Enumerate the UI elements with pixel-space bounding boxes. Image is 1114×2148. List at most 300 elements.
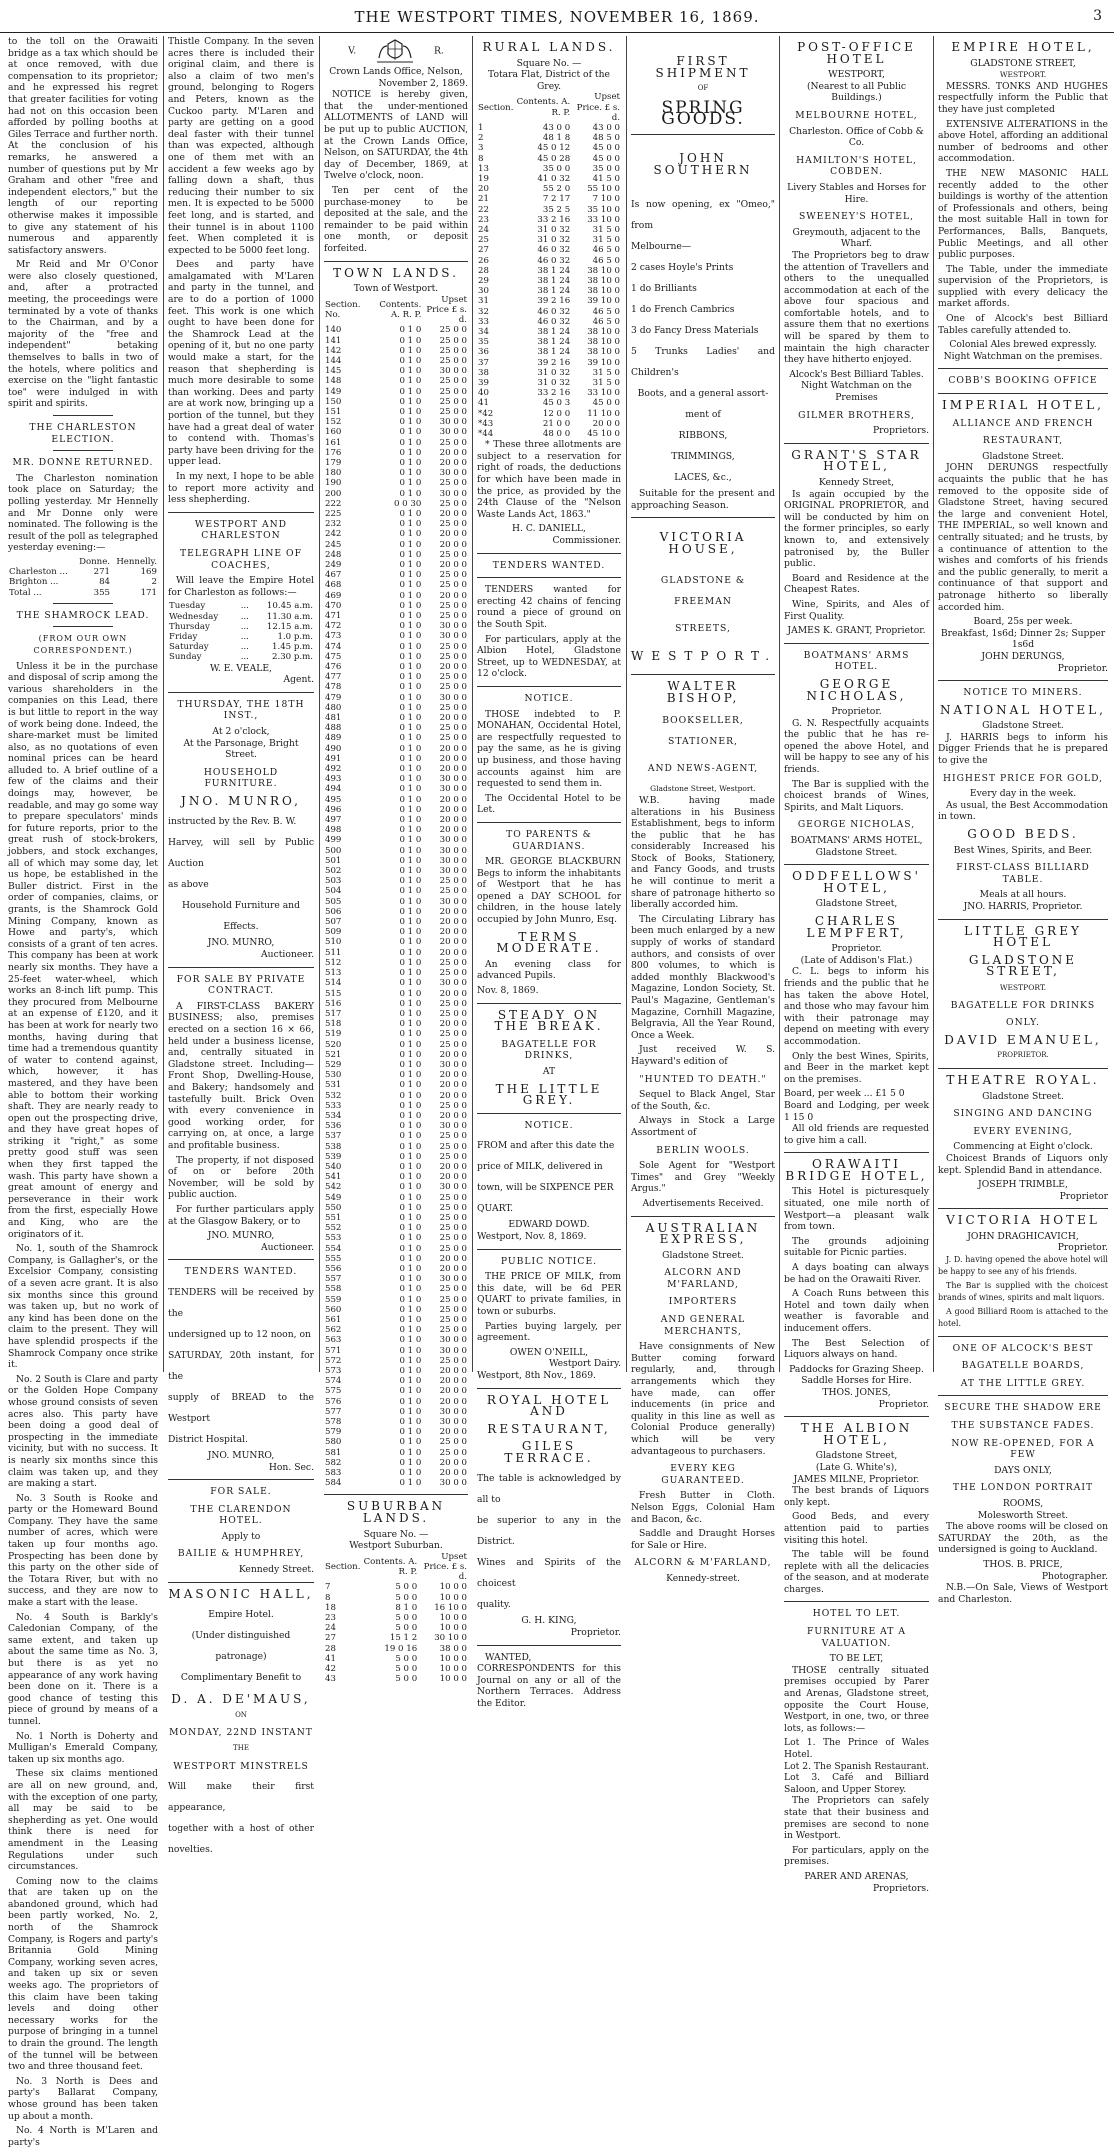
table-cell: 15 1 2 — [389, 1633, 418, 1644]
table-cell: 574 — [325, 1376, 342, 1387]
table-cell: 27 — [478, 245, 489, 256]
ad-headline: NATIONAL HOTEL, — [940, 702, 1106, 717]
table-row — [324, 1172, 468, 1182]
table-cell: 46 0 32 — [537, 316, 571, 327]
table-cell: 0 1 0 — [399, 702, 422, 713]
table-cell: 20 0 0 — [439, 988, 467, 999]
ad-headline: THE ALBION HOTEL, — [800, 1421, 913, 1447]
table-cell: 25 0 0 — [439, 1029, 467, 1040]
table-cell: 1 — [478, 122, 484, 133]
table-row — [324, 560, 468, 570]
suburban-lands-table — [324, 1552, 468, 1685]
table-cell: 0 1 0 — [399, 1100, 422, 1111]
table-cell: 552 — [325, 1223, 342, 1234]
ad-headline: SWEENEY'S HOTEL, — [798, 211, 915, 223]
table-row — [324, 1468, 468, 1478]
table-cell: 142 — [325, 345, 342, 356]
table-cell: 0 1 0 — [399, 549, 422, 560]
table-cell: 39 2 16 — [537, 296, 571, 307]
table-cell: 0 1 0 — [399, 825, 422, 836]
table-cell: 0 1 0 — [399, 794, 422, 805]
table-row — [324, 1346, 468, 1356]
table-row — [324, 713, 468, 723]
table-row — [324, 784, 468, 794]
table-cell: *42 — [478, 408, 494, 419]
table-cell: 35 0 0 — [592, 163, 620, 174]
table-cell: 30 0 0 — [439, 1406, 467, 1417]
divider — [938, 1395, 1108, 1396]
table-cell: 23 — [478, 214, 489, 225]
table-cell: 534 — [325, 1110, 342, 1121]
table-cell: 540 — [325, 1161, 342, 1172]
ad-text: Proprietor. — [831, 943, 882, 955]
ad-text: The Proprietors can safely state that their business and premises are second to none in Westport. — [784, 1795, 929, 1842]
poll-results-table — [8, 557, 158, 598]
table-cell: 20 0 0 — [439, 906, 467, 917]
column-rule — [779, 36, 780, 1372]
table-cell: 20 0 0 — [439, 1376, 467, 1387]
table-cell: 0 1 0 — [399, 815, 422, 826]
ad-text: The Best Selection of Liquors always on hand. — [784, 1337, 929, 1361]
column-rule — [626, 36, 627, 1372]
table-cell: 25 0 0 — [439, 702, 467, 713]
table-cell: 20 0 0 — [592, 418, 620, 429]
ad-text: One of Alcock's best Billiard Tables carefully attended to. — [938, 313, 1108, 336]
ad-text: SATURDAY, 20th instant, for the — [168, 1349, 314, 1382]
ad-text: Good Beds, and every attention paid to parties visiting this hotel. — [784, 1511, 929, 1546]
table-row — [324, 346, 468, 356]
ad-text: Sequel to Black Angel, Star of the South, &c. — [631, 1089, 775, 1112]
table-row — [477, 123, 621, 133]
table-cell: 553 — [325, 1233, 342, 1244]
ad-text: This Hotel is picturesquely situated, one mile north of Westport—a pleasant walk from town. — [784, 1186, 929, 1233]
table-cell: 0 1 0 — [399, 692, 422, 703]
ad-headline: "HUNTED TO DEATH." — [639, 1073, 767, 1085]
divider — [784, 643, 929, 644]
ad-text: A FIRST-CLASS BAKERY BUSINESS; also, premises erected on a section 16 × 66, held under a business license, and, centrally situated in Gladstone street. Including—Front Shop, Dwelling-House, and Bakery; handsomely and tastefully built. Brick Oven with every convenience in good working order, for carrying on, at once, a large and profitable business. — [168, 1000, 314, 1151]
table-cell: 5 0 0 — [395, 1592, 418, 1603]
article-text: Unless it be in the purchase and disposal of scrip among the various shareholders in the companies on this Lead, there is but little to report in the way of work being done. Indeed, the share-market must be limited also, as no quotations of even nominal prices can be heard alluded to. A brief outline of a few of the claims and their doings may, however, be readable, and may go some way to prepare speculators' minds for future reports, prior to the great rush of stock-brokers, jobbers, and stock exchanges, all of which may some day, let us hope, be established in the Buller district. First in the order of companies, claims, or grants, is the Shamrock Gold Mining Company, known as Howe and party's, which consists of a grant of ten acres. This company has been at work nearly six months. They have a 25-feet water-wheel, which works an 8-inch lift pump. This they procured from Melbourne at an expense of £120, and it has been at work for nearly two months, having during that time had a tremendous quantity of water to contend against, which, however, it has mastered, and they have been able to bottom their working shaft. They are nearly ready to open out the prospecting drive, and they have great hopes of striking it "right," as some pretty good stuff was seen when they first tapped the wash. This party have shown a great amount of energy and perseverance in their work from the first, especially Howe and King, who are the originators of it. — [8, 660, 158, 1240]
table-cell: 24 — [478, 225, 489, 236]
divider — [938, 919, 1108, 920]
table-cell: 0 1 0 — [399, 631, 422, 642]
ad-text: THOSE indebted to P. MONAHAN, Occidental Hotel, are respectfully requested to pay the same, as he is giving up business, and those having accounts against him are requested to send them in. — [477, 708, 621, 790]
table-cell: 31 5 0 — [592, 225, 620, 236]
table-cell: 21 — [478, 194, 489, 205]
table-cell: 200 — [325, 488, 342, 499]
table-row — [324, 1654, 468, 1664]
ad-text: Charleston. Office of Cobb & Co. — [789, 125, 924, 149]
ad-text: 1 do Brilliants — [631, 283, 697, 295]
table-cell: 0 1 0 — [399, 1141, 422, 1152]
table-cell: 30 0 0 — [439, 1121, 467, 1132]
table-cell: 22 — [478, 204, 489, 215]
table-cell: 38 10 0 — [587, 337, 620, 348]
table-row — [324, 550, 468, 560]
table-row — [477, 143, 621, 153]
table-row — [477, 133, 621, 143]
table-cell: 13 — [478, 163, 489, 174]
ad-text: Advertisements Received. — [642, 1197, 764, 1209]
ad-text: Choicest Brands of Liquors only kept. Splendid Band in attendance. — [938, 1152, 1108, 1176]
table-cell: 537 — [325, 1131, 342, 1142]
table-cell: 46 5 0 — [592, 255, 620, 266]
ad-signature-title: Proprietor. — [1057, 662, 1108, 674]
ad-text: AT — [542, 1066, 556, 1077]
table-row — [324, 795, 468, 805]
ad-headline: FIRST-CLASS BILLIARD TABLE. — [956, 862, 1090, 885]
column-1 — [8, 36, 158, 2148]
table-header: Donne. Hennelly. — [79, 556, 157, 567]
table-cell: 45 0 3 — [542, 398, 571, 409]
table-cell: 161 — [325, 437, 342, 448]
ad-name: GEORGE NICHOLAS, — [806, 676, 907, 703]
table-cell: 41 — [478, 398, 489, 409]
table-row — [324, 744, 468, 754]
table-cell: 25 0 0 — [439, 1294, 467, 1305]
ad-text: GLADSTONE STREET, — [970, 57, 1076, 69]
ad-headline: WESTPORT AND CHARLESTON — [194, 518, 288, 542]
table-cell: 0 1 0 — [399, 1182, 422, 1193]
ad-text: Harvey, will sell by Public Auction — [168, 837, 314, 870]
table-cell: 474 — [325, 641, 342, 652]
table-cell: 46 0 32 — [537, 306, 571, 317]
table-cell: 0 1 0 — [399, 1274, 422, 1285]
table-cell: 25 0 0 — [439, 1284, 467, 1295]
divider — [477, 1113, 621, 1114]
table-cell: 572 — [325, 1355, 342, 1366]
ad-signature: THOS. JONES, — [822, 1386, 891, 1398]
table-cell: 5 0 0 — [395, 1674, 418, 1685]
table-cell: 25 0 0 — [439, 1141, 467, 1152]
table-row — [324, 917, 468, 927]
ad-text: Gladstone Street. — [982, 450, 1064, 462]
table-row — [477, 184, 621, 194]
ad-headline: LITTLE GREY HOTEL — [964, 923, 1082, 950]
table-cell: 20 0 0 — [439, 825, 467, 836]
ad-text: quality. — [477, 1599, 511, 1611]
table-row — [477, 266, 621, 276]
table-cell: 25 0 0 — [439, 498, 467, 509]
divider — [784, 1601, 929, 1602]
table-cell: 512 — [325, 957, 342, 968]
table-cell: 45 0 0 — [592, 143, 620, 154]
table-cell: 20 0 0 — [439, 937, 467, 948]
table-row — [324, 1593, 468, 1603]
ad-text: The Bar is supplied with the choicest brands of Wines, Spirits, and Malt Liquors. — [784, 778, 929, 813]
table-cell: 20 0 0 — [439, 559, 467, 570]
ad-text: THE — [233, 1744, 249, 1753]
table-title: SUBURBAN LANDS. — [346, 1499, 446, 1526]
ad-headline: POST-OFFICE HOTEL — [797, 40, 916, 66]
table-cell: 555 — [325, 1253, 342, 1264]
table-cell: 25 — [478, 235, 489, 246]
ad-text: TENDERS will be received by the — [168, 1286, 314, 1319]
table-cell: 43 0 0 — [592, 122, 620, 133]
ad-text: Boots, and a general assort- — [637, 388, 769, 400]
table-row: Thursday ... 12.15 a.m. — [169, 621, 313, 632]
table-cell: 10 0 0 — [439, 1613, 467, 1624]
column-4 — [477, 36, 621, 1710]
ad-signature: JOSEPH TRIMBLE, — [978, 1179, 1068, 1191]
table-cell: 20 0 0 — [439, 457, 467, 468]
table-cell: 576 — [325, 1396, 342, 1407]
table-cell: 25 0 0 — [439, 723, 467, 734]
article-text: Mr Reid and Mr O'Conor were also closely questioned, and, after a protracted meeting, the proceedings were terminated by a vote of thanks to the Chairman, and by a majority of the "free and independent" betaking themselves to balls in two of the hotels, where politics and exercise on the "light fantastic toe" were indulged in with spirit and spirits. — [8, 259, 158, 410]
table-cell: 25 0 0 — [439, 478, 467, 489]
table-cell: 20 — [478, 184, 489, 195]
table-cell: 495 — [325, 794, 342, 805]
table-cell: 25 0 0 — [439, 968, 467, 979]
table-row — [324, 1397, 468, 1407]
divider — [168, 1259, 314, 1260]
table-cell: 41 0 32 — [537, 174, 571, 184]
table-row — [324, 1152, 468, 1162]
table-cell: 245 — [325, 539, 342, 550]
table-cell: 10 0 0 — [439, 1674, 467, 1685]
ad-text: 1 do French Cambrics — [631, 304, 735, 316]
table-cell: 25 0 0 — [439, 600, 467, 611]
table-cell: 0 1 0 — [399, 1345, 422, 1356]
table-cell: 516 — [325, 998, 342, 1009]
table-cell: 20 0 0 — [439, 1366, 467, 1377]
ad-name: BAILIE & HUMPHREY, — [177, 1548, 305, 1560]
ad-headline: HAMILTON'S HOTEL, COBDEN. — [796, 154, 917, 178]
ad-text: Always in Stock a Large Assortment of — [631, 1115, 775, 1138]
ad-headline: GOOD BEDS. — [967, 827, 1079, 842]
table-cell: 0 1 0 — [399, 396, 422, 407]
ad-text: J. D. having opened the above hotel will be happy to see any of his friends. — [938, 1255, 1108, 1276]
ad-text: ROOMS, — [1002, 1497, 1044, 1509]
table-cell: 0 1 0 — [399, 1121, 422, 1132]
table-cell: 20 0 0 — [439, 529, 467, 540]
ad-subheadline: EVERY EVENING, — [973, 1125, 1073, 1137]
table-header: Section. Contents. A. R. P. Upset Price. £ s. d. — [478, 92, 620, 123]
ad-headline: THE CLARENDON HOTEL. — [190, 1503, 292, 1527]
table-row — [324, 876, 468, 886]
table-row: Brighton ... 84 2 — [9, 577, 157, 588]
table-cell: 25 0 0 — [439, 1233, 467, 1244]
table-cell: 0 1 0 — [399, 1090, 422, 1101]
table-row — [324, 652, 468, 662]
table-cell: 549 — [325, 1192, 342, 1203]
table-row — [324, 1040, 468, 1050]
table-row — [324, 1458, 468, 1468]
table-row — [324, 968, 468, 978]
table-cell: *43 — [478, 418, 494, 429]
page-number: 3 — [1093, 8, 1102, 24]
table-row — [324, 937, 468, 947]
ad-signature: JNO. MUNRO, — [207, 1230, 275, 1242]
table-cell: 25 0 0 — [439, 641, 467, 652]
table-row — [324, 1254, 468, 1264]
ad-signature: JNO. MUNRO, — [207, 937, 275, 949]
table-cell: 2 — [478, 133, 484, 144]
ad-text: Kennedy-street. — [666, 1572, 740, 1584]
ad-headline: MELBOURNE HOTEL, — [795, 109, 918, 121]
table-cell: 55 2 0 — [542, 184, 571, 195]
ad-text: supply of BREAD to the Westport — [168, 1391, 314, 1424]
divider — [938, 393, 1108, 394]
table-cell: 0 1 0 — [399, 1161, 422, 1172]
ad-text: TENDERS wanted for erecting 42 chains of fencing round a piece of ground on the South Spit. — [477, 584, 621, 630]
table-row — [324, 580, 468, 590]
table-cell: 0 1 0 — [399, 927, 422, 938]
table-cell: 481 — [325, 713, 342, 724]
ad-signature-title: Proprietors. — [872, 1882, 929, 1894]
table-cell: 25 0 0 — [439, 325, 467, 336]
table-row — [477, 154, 621, 164]
table-cell: 559 — [325, 1294, 342, 1305]
table-cell: 0 1 0 — [399, 539, 422, 550]
notice-text: * These three allotments are subject to a reservation for right of roads, the deductions for which have been made in the price, as provided by the 24th Clause of the "Nelson Waste Lands Act, 1863." — [477, 439, 621, 520]
ad-text: Gladstone Street, — [815, 1450, 898, 1462]
ad-text: (Late of Addison's Flat.) — [800, 954, 913, 966]
ad-text: Is now opening, ex "Omeo," from — [631, 199, 775, 232]
ad-text: BOATMANS' ARMS HOTEL, — [790, 835, 923, 847]
table-cell: 0 1 0 — [399, 1151, 422, 1162]
divider — [53, 603, 113, 604]
table-cell: 25 0 0 — [439, 1192, 467, 1203]
table-cell: 511 — [325, 947, 342, 958]
table-row — [477, 245, 621, 255]
ad-text: Have consignments of New Butter coming forward regularly, and, through arrangements which they have made, can offer inducements (in price and quality in this line as well as Colonial Produce generally) which will be very advantageous to purchasers. — [631, 1341, 775, 1457]
table-row — [477, 164, 621, 174]
table-cell: 541 — [325, 1172, 342, 1183]
ad-text: For further particulars apply at the Glasgow Bakery, or to — [168, 1203, 314, 1227]
column-3 — [324, 36, 468, 1685]
table-row — [324, 835, 468, 845]
ad-headline: BAGATELLE FOR DRINKS — [950, 999, 1096, 1011]
table-cell: 561 — [325, 1315, 342, 1325]
table-cell: 0 0 30 — [393, 498, 422, 509]
table-cell: 30 0 0 — [439, 1274, 467, 1285]
table-row — [324, 1203, 468, 1213]
table-cell: 0 1 0 — [399, 998, 422, 1009]
ad-text: (Under distinguished patronage) — [191, 1630, 291, 1663]
table-cell: 0 1 0 — [399, 968, 422, 979]
table-cell: 38 1 24 — [537, 347, 571, 358]
table-cell: 532 — [325, 1090, 342, 1101]
ad-headline: MONDAY, 22ND INSTANT — [169, 1727, 313, 1739]
table-cell: 25 0 0 — [439, 682, 467, 693]
ad-text: Will leave the Empire Hotel for Charleston as follows:— — [168, 575, 314, 598]
ad-date: Westport, 8th Nov., 1869. — [477, 1369, 596, 1381]
table-cell: 25 0 0 — [439, 1100, 467, 1111]
crest-letter: V. — [348, 45, 357, 57]
ad-text: WANTED, CORRESPONDENTS for this Journal on any or all of the Northern Terraces. Address the Editor. — [477, 1651, 621, 1710]
table-row — [324, 958, 468, 968]
ad-text: be superior to any in the District. — [477, 1515, 621, 1548]
table-row — [324, 815, 468, 825]
table-cell: 579 — [325, 1427, 342, 1438]
ad-headline: SPRING GOODS. — [661, 97, 745, 130]
table-cell: 20 0 0 — [439, 1110, 467, 1121]
ad-text: Gladstone Street. — [982, 720, 1064, 732]
table-cell: 25 0 0 — [439, 876, 467, 887]
table-row — [324, 1335, 468, 1345]
table-cell: 5 0 0 — [395, 1582, 418, 1593]
ad-name: CHARLES LEMPFERT, — [806, 914, 907, 940]
table-cell: 5 0 0 — [395, 1623, 418, 1634]
table-cell: 16 10 0 — [434, 1602, 467, 1613]
table-cell: 518 — [325, 1019, 342, 1030]
table-row — [477, 194, 621, 204]
table-subtitle: Westport Suburban. — [349, 1540, 443, 1552]
table-row — [477, 358, 621, 368]
ad-signature: JNO. MUNRO, — [207, 1449, 275, 1461]
notice-signature-title: Commissioner. — [552, 535, 621, 547]
ad-name: THE LITTLE GREY. — [495, 1081, 603, 1108]
table-row — [324, 1305, 468, 1315]
table-row — [324, 805, 468, 815]
table-title: TOWN LANDS. — [333, 265, 459, 280]
ad-signature: JAMES MILNE, Proprietor. — [793, 1473, 920, 1485]
table-cell: 491 — [325, 753, 342, 764]
ad-headline: MASONIC HALL, — [168, 1586, 314, 1601]
table-cell: 25 0 0 — [439, 1437, 467, 1448]
ad-signature-title: Proprietor. — [1057, 1242, 1108, 1254]
notice-date: November 2, 1869. — [378, 77, 468, 89]
table-cell: 12 0 0 — [542, 408, 571, 419]
table-cell: 39 10 0 — [587, 357, 620, 368]
divider — [938, 1208, 1108, 1209]
divider — [631, 674, 775, 675]
town-lands-table — [324, 295, 468, 1489]
table-cell: 551 — [325, 1212, 342, 1223]
table-row — [324, 356, 468, 366]
table-cell: 18 — [325, 1602, 336, 1613]
table-cell: 19 0 16 — [384, 1643, 418, 1654]
table-cell: 30 0 0 — [439, 855, 467, 866]
table-cell: 580 — [325, 1437, 342, 1448]
ad-text: price of MILK, delivered in — [477, 1161, 603, 1173]
table-cell: 45 10 0 — [587, 429, 620, 440]
table-cell: 20 0 0 — [439, 917, 467, 928]
table-cell: 473 — [325, 631, 342, 642]
table-row — [324, 1101, 468, 1111]
table-row — [324, 397, 468, 407]
table-row — [477, 307, 621, 317]
ad-headline: STEADY ON THE BREAK. — [494, 1007, 604, 1034]
ad-signature: GEORGE NICHOLAS, — [797, 819, 916, 831]
table-row — [324, 1582, 468, 1592]
table-row — [324, 1274, 468, 1284]
ad-text: Empire Hotel. — [208, 1609, 274, 1621]
table-cell: 0 1 0 — [399, 590, 422, 601]
table-cell: 20 0 0 — [439, 1090, 467, 1101]
table-cell: 0 1 0 — [399, 508, 422, 519]
divider — [784, 864, 929, 865]
table-cell: 20 0 0 — [439, 743, 467, 754]
article-text: to the toll on the Orawaiti bridge as a tax which should be at once removed, with due compensation to its proprietor; and he expressed his regret that greater facilities for voting had not on this occasion been afforded by polling booths at Giles Terrace and further north. At the conclusion of his remarks, he answered a number of questions put by Mr Graham and other "free and independent electors," but the length of our reporting otherwise makes it impossible to give any statement of his numerous and apparently satisfactory answers. — [8, 36, 158, 256]
table-row — [324, 1264, 468, 1274]
table-cell: 0 1 0 — [399, 988, 422, 999]
table-cell: 25 0 0 — [439, 1243, 467, 1254]
table-row — [324, 1613, 468, 1623]
table-cell: 0 1 0 — [399, 1202, 422, 1213]
ad-headline: TO PARENTS & GUARDIANS. — [506, 828, 592, 852]
ad-headline: SECURE THE SHADOW ERE — [944, 1402, 1102, 1414]
table-cell: 242 — [325, 529, 342, 540]
table-cell: 0 1 0 — [399, 417, 422, 428]
ad-text: Only the best Wines, Spirits, and Beer in the market kept on the premises. — [784, 1050, 929, 1085]
table-row — [477, 388, 621, 398]
ad-text: 5 Trunks Ladies' and Children's — [631, 346, 775, 379]
ad-text: PROPRIETOR. — [997, 1051, 1049, 1060]
ad-text: 3 do Fancy Dress Materials — [631, 325, 759, 337]
table-cell: 0 1 0 — [399, 845, 422, 856]
